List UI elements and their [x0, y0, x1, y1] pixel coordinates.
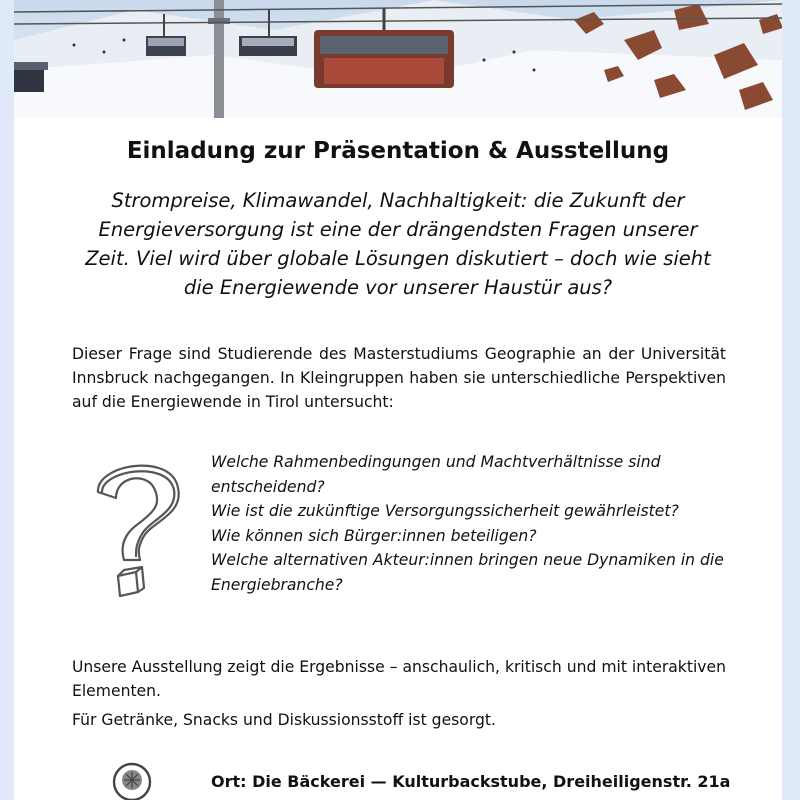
- location-line: Ort: Die Bäckerei — Kulturbackstube, Dreiheiligenstr. 21a: [211, 772, 731, 791]
- question-mark-icon: [80, 452, 190, 606]
- exhibition-paragraph: Unsere Ausstellung zeigt die Ergebnisse – anschaulich, kritisch und mit interaktiven Elementen.: [72, 658, 726, 700]
- description-paragraph: Dieser Frage sind Studierende des Masterstudiums Geographie an der Universität Innsbruck nachgegangen. In Kleingruppen haben sie unterschiedliche Perspektiven auf die Energiewende in Tirol untersucht:: [72, 345, 726, 411]
- list-item: Wie können sich Bürger:innen beteiligen?: [211, 526, 537, 545]
- header-photo: [14, 0, 782, 118]
- invitation-page: [14, 0, 782, 800]
- location-pin-icon: [110, 760, 154, 800]
- list-item: Wie ist die zukünftige Versorgungssicherheit gewährleistet?: [211, 502, 679, 520]
- intro-text: Strompreise, Klimawandel, Nachhaltigkeit: die Zukunft der Energieversorgung ist eine der drängendsten Fragen unserer Zeit. Viel wird über globale Lösungen diskutiert – doch wie sieht die Energiewende vor unserer Haustür aus?: [85, 189, 711, 299]
- question-list: [211, 450, 731, 597]
- list-item: Welche alternativen Akteur:innen bringen neue Dynamiken in die Energiebranche?: [211, 551, 724, 594]
- page-title: Einladung zur Präsentation & Ausstellung: [126, 138, 670, 164]
- refreshments-paragraph: Für Getränke, Snacks und Diskussionsstoff ist gesorgt.: [72, 711, 496, 729]
- list-item: Welche Rahmenbedingungen und Machtverhältnisse sind entscheidend?: [211, 453, 661, 496]
